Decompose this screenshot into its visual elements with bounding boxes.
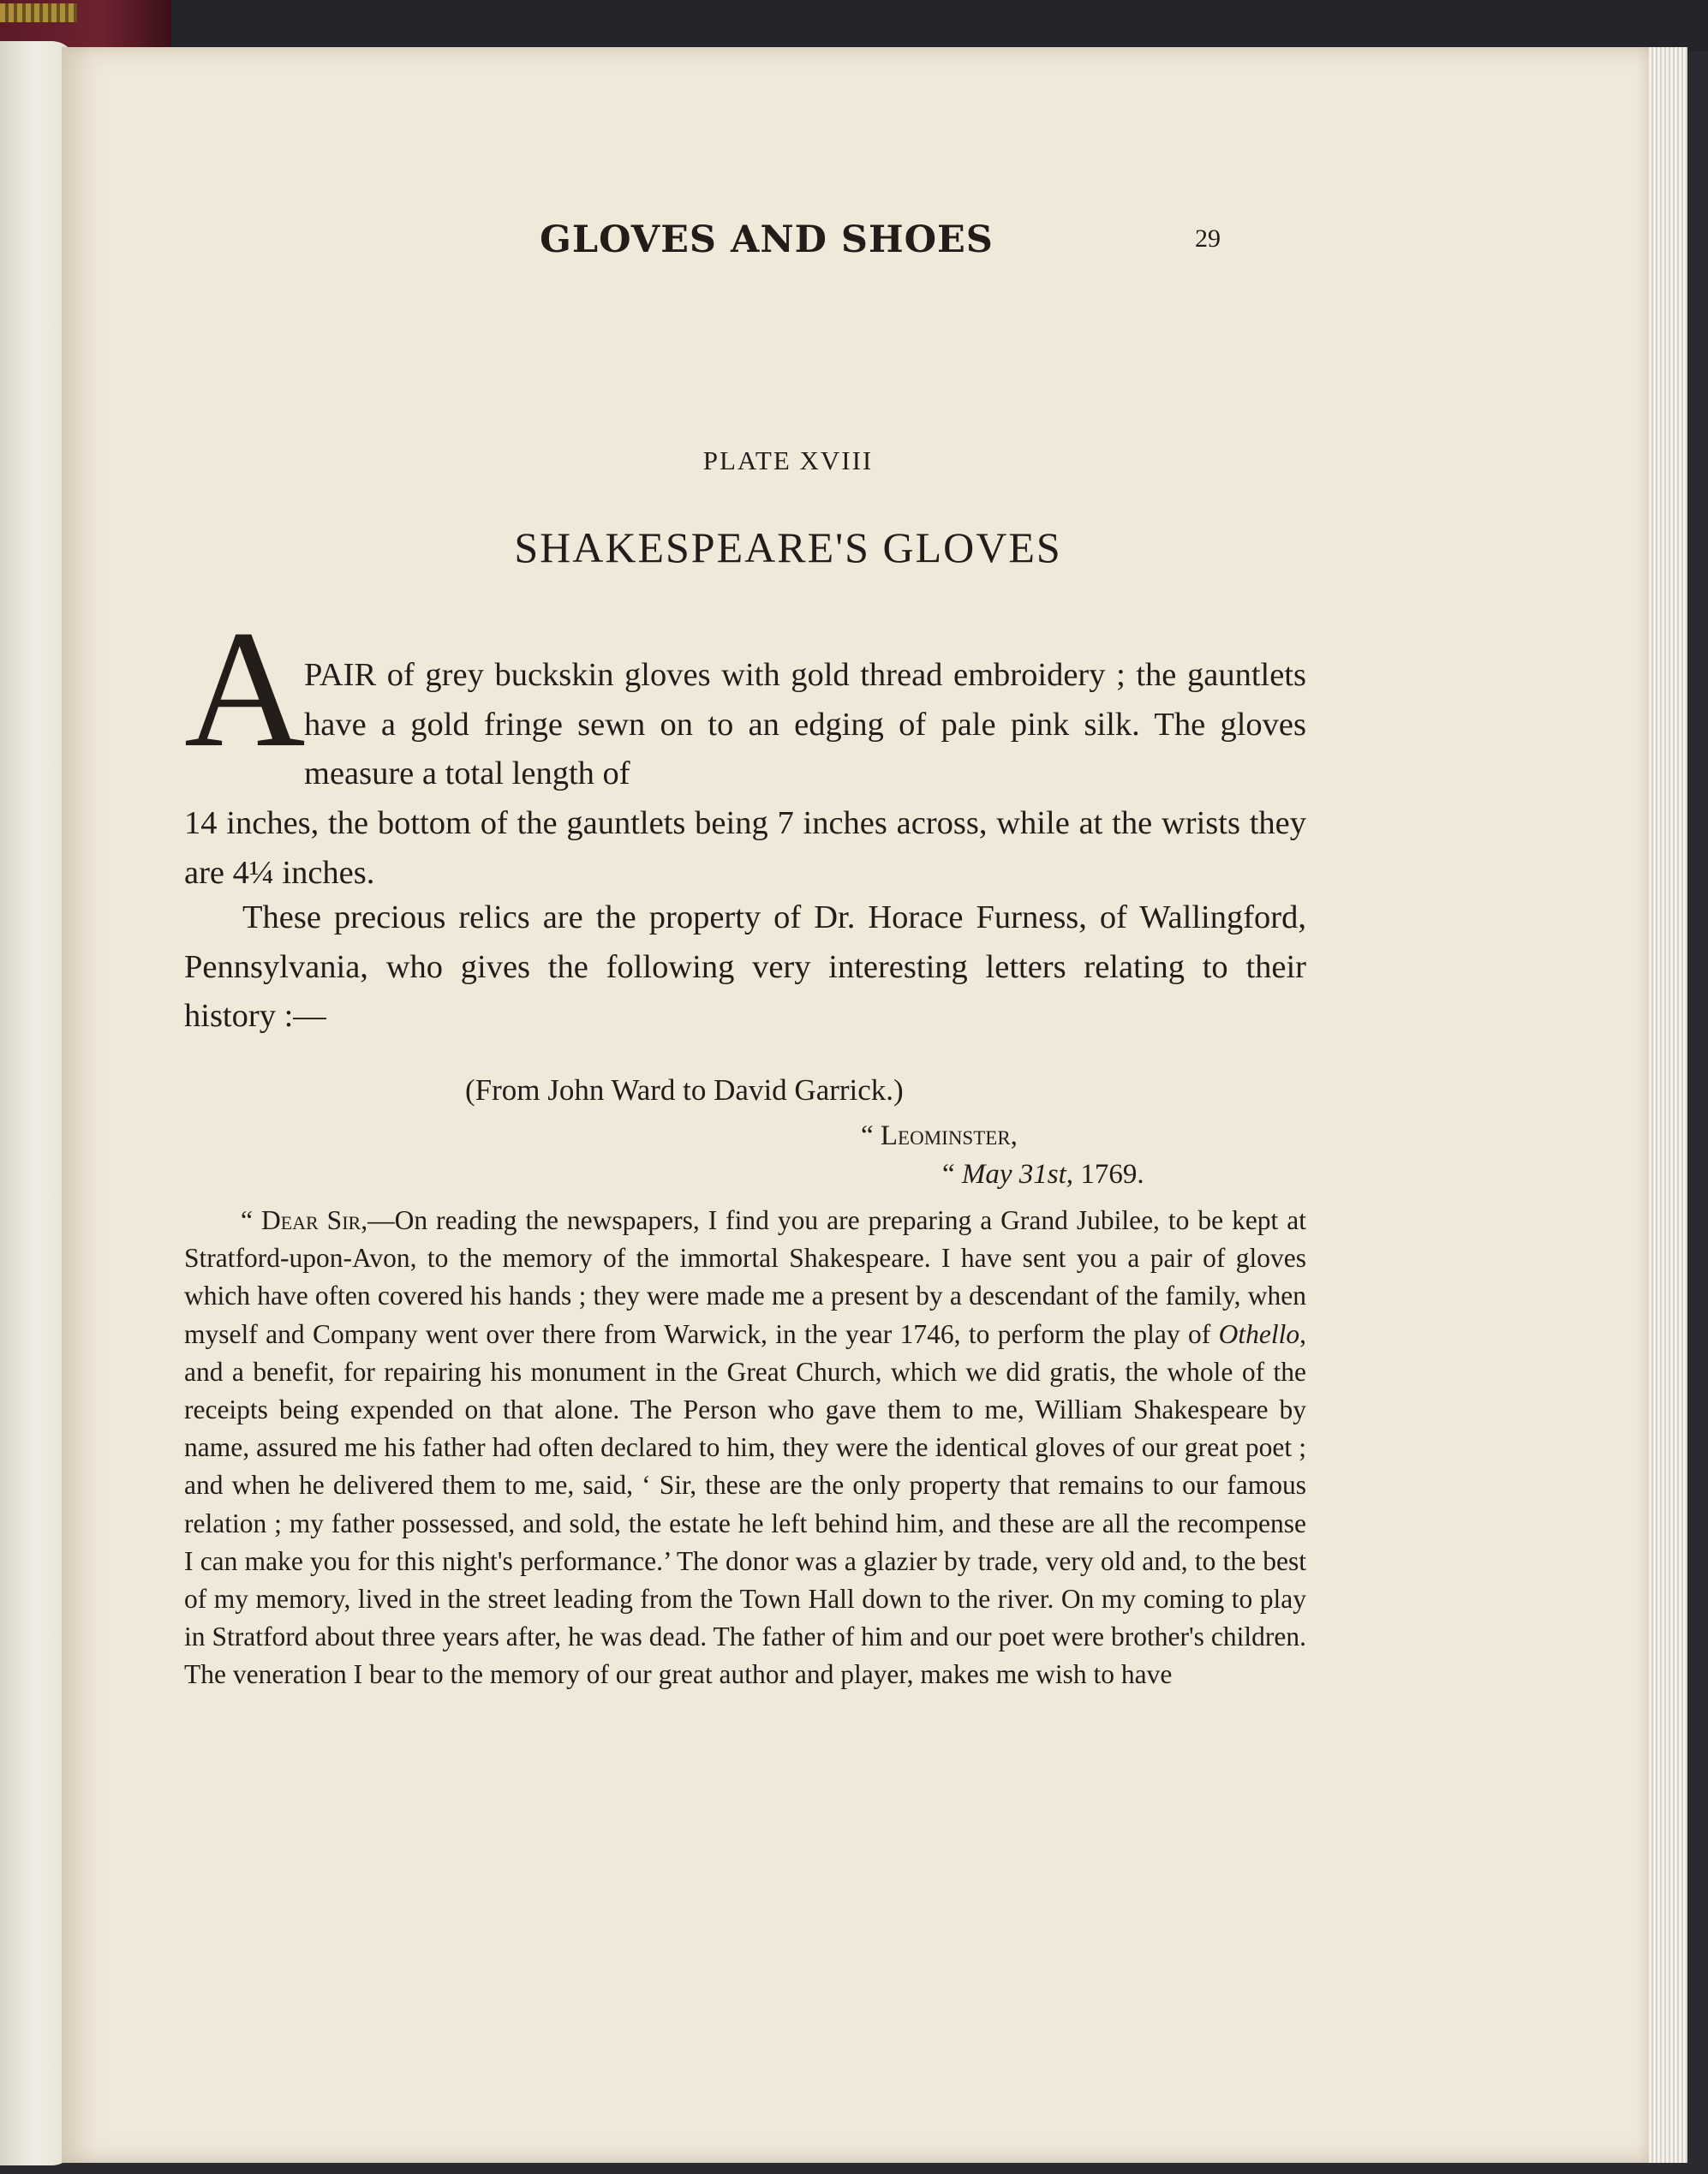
- background-band: [0, 0, 1708, 51]
- letter-body: [184, 1202, 1306, 1694]
- drop-cap: A: [184, 596, 306, 782]
- letter-date: [942, 1159, 1144, 1191]
- letter-caption: (From John Ward to David Garrick.): [465, 1073, 904, 1107]
- page-title: SHAKESPEARE'S GLOVES: [514, 523, 1062, 571]
- letter-place: “ Leominster,: [861, 1120, 1018, 1151]
- page-number: 29: [1195, 224, 1221, 253]
- paragraph-provenance: These precious relics are the property of Dr. Horace Furness, of Wallingford, Pennsylvania, who gives the following very interesting letters relating to their history :—: [184, 899, 1306, 1034]
- intro-continuation: 14 inches, the bottom of the gauntlets being 7 inches across, while at the wrists they are 4¼ inches.: [184, 805, 1306, 891]
- intro-drop-lines: PAIR of grey buckskin gloves with gold thread embroidery ; the gauntlets have a gold fringe sewn on to an edging of pale pink silk. The gloves measure a total length of: [304, 657, 1306, 791]
- letter-text-b: , and a benefit, for repairing his monument in the Great Church, which we did gratis, the whole of the receipts being expended on that alone. The Person who gave them to me, William Shakespeare by name, assured me his father had often declared to him, they were the identical gloves of our great poet ; and when he delivered them to me, said, ‘ Sir, these are the only property that remains to our famous relation ; my father possessed, and sold, the estate he left behind him, and these are all the recompense I can make you for this night's performance.’ The donor was a glazier by trade, very old and, to the best of my memory, lived in the street leading from the Town Hall down to the river. On my coming to play in Stratford about three years after, he was dead. The father of him and our poet were brother's children. The veneration I bear to the memory of our great author and player, makes me wish to have: [184, 1318, 1306, 1690]
- gilt-edge-decoration: [0, 3, 77, 22]
- play-title: Othello: [1218, 1318, 1300, 1349]
- letter-text-a: —On reading the newspapers, I find you are preparing a Grand Jubilee, to be kept at Stratford-upon-Avon, to the memory of the immortal Shakespeare. I have sent you a pair of gloves which have often covered his hands ; they were made me a present by a descendant of the family, when myself and Company went over there from Warwick, in the year 1746, to perform the play of: [184, 1205, 1307, 1349]
- date-month: May 31st,: [961, 1159, 1074, 1190]
- running-head: GLOVES AND SHOES: [540, 218, 994, 261]
- plate-label: PLATE XVIII: [702, 445, 874, 475]
- letter-salutation: “ Dear Sir,: [241, 1205, 368, 1235]
- date-open-quote: “: [942, 1159, 955, 1190]
- date-year: 1769.: [1080, 1159, 1144, 1190]
